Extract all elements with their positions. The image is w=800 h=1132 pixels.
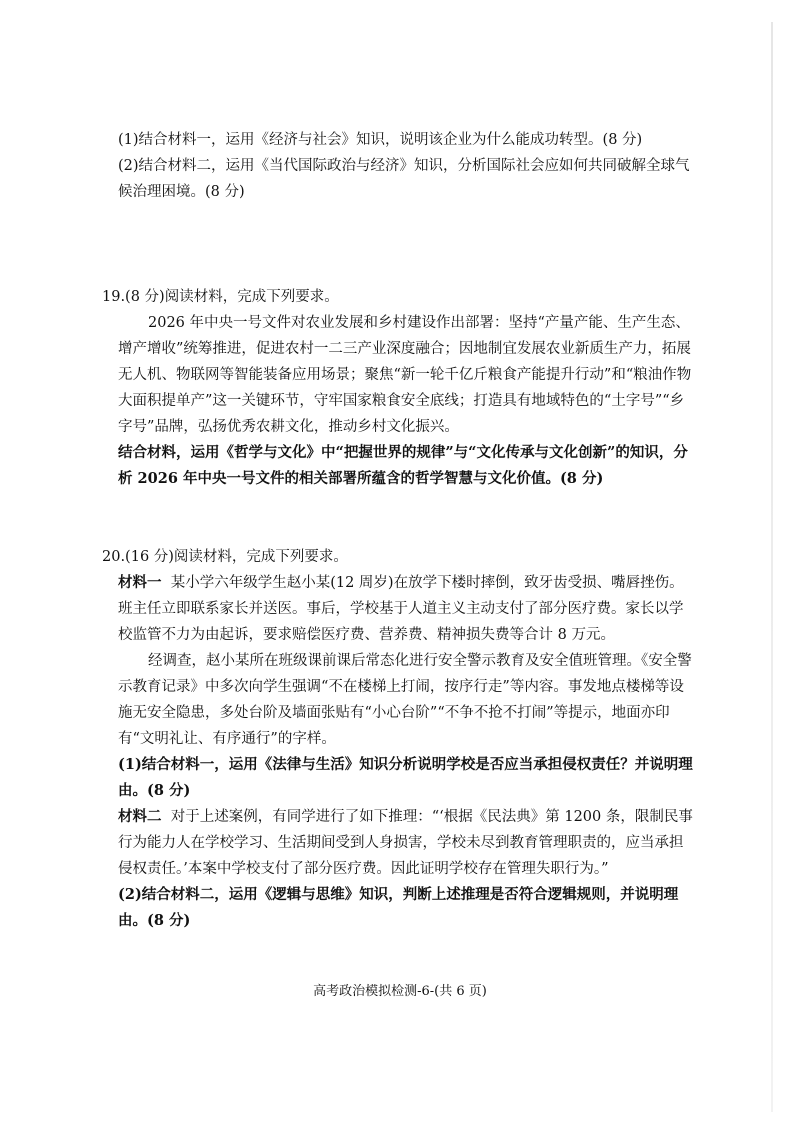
material-1-text: 某小学六年级学生赵小某(12 周岁)在放学下楼时摔倒，致牙齿受损、嘴唇挫伤。班主任立即联系家长并送医。事后，学校基于人道主义主动支付了部分医疗费。家长以学校监管不力为由起诉，要求赔偿医疗费、营养费、精神损失费等合计 8 万元。 <box>118 575 684 643</box>
question-20-sub-2: (2)结合材料二，运用《逻辑与思维》知识，判断上述推理是否符合逻辑规则，并说明理由。(8 分) <box>118 886 679 929</box>
question-19-task: 结合材料，运用《哲学与文化》中“把握世界的规律”与“文化传承与文化创新”的知识，分析 2026 年中央一号文件的相关部署所蕴含的哲学智慧与文化价值。(8 分) <box>118 444 688 487</box>
material-1-label: 材料一 <box>118 574 162 591</box>
material-2 <box>118 804 696 882</box>
material-2-label: 材料二 <box>118 808 162 825</box>
material-1 <box>118 570 696 648</box>
question-20 <box>102 544 696 934</box>
question-19-heading: 19.(8 分)阅读材料，完成下列要求。 <box>102 289 339 305</box>
question-20-heading: 20.(16 分)阅读材料，完成下列要求。 <box>102 549 348 565</box>
question-19 <box>102 284 696 492</box>
question-18-subquestions <box>118 127 696 205</box>
material-1-text-2: 经调查，赵小某所在班级课前课后常态化进行安全警示教育及安全值班管理。《安全警示教育记录》中多次向学生强调“不在楼梯上打闹，按序行走”等内容。事发地点楼梯等设施无安全隐患，多处台阶及墙面张贴有“小心台阶”“不争不抢不打闹”等提示，地面亦印有“文明礼让、有序通行”的字样。 <box>118 653 692 747</box>
material-2-text: 对于上述案例，有同学进行了如下推理：“‘根据《民法典》第 1200 条，限制民事行为能力人在学校学习、生活期间受到人身损害，学校未尽到教育管理职责的，应当承担侵权责任。’本案中学校支付了部分医疗费。因此证明学校存在管理失职行为。” <box>118 809 693 877</box>
question-20-sub-1: (1)结合材料一，运用《法律与生活》知识分析说明学校是否应当承担侵权责任？并说明理由。(8 分) <box>118 756 693 799</box>
subquestion-2: (2)结合材料二，运用《当代国际政治与经济》知识，分析国际社会应如何共同破解全球气候治理困境。(8 分) <box>118 158 690 200</box>
scan-edge-line <box>771 22 773 1112</box>
subquestion-1: (1)结合材料一，运用《经济与社会》知识，说明该企业为什么能成功转型。(8 分) <box>118 132 643 148</box>
page-footer: 高考政治模拟检测-6-(共 6 页) <box>313 984 487 999</box>
question-19-material: 2026 年中央一号文件对农业发展和乡村建设作出部署：坚持“产量产能、生产生态、增产增收”统筹推进，促进农村一二三产业深度融合；因地制宜发展农业新质生产力，拓展无人机、物联网等智能装备应用场景；聚焦“新一轮千亿斤粮食产能提升行动”和“粮油作物大面积提单产”这一关键环节，守牢国家粮食安全底线；打造具有地域特色的“土字号”“乡字号”品牌，弘扬优秀农耕文化，推动乡村文化振兴。 <box>118 315 692 435</box>
